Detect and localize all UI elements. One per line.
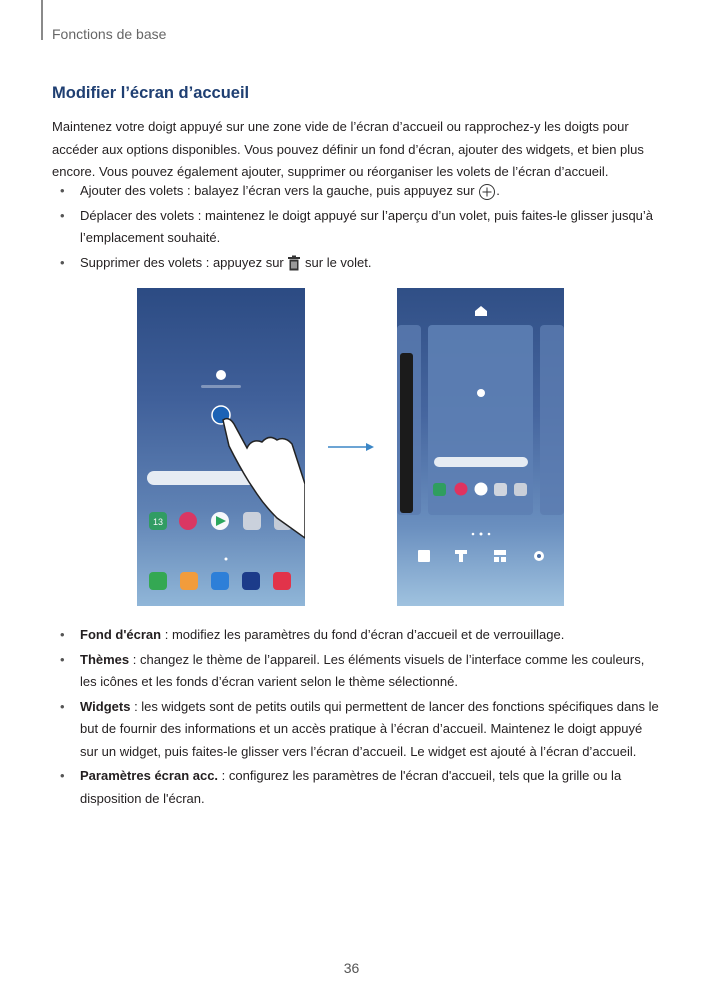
dock-icons xyxy=(149,572,291,590)
app-icon-row xyxy=(149,512,292,530)
home-icon xyxy=(475,306,487,316)
option-bullet-list xyxy=(52,624,662,812)
bullet-wallpaper: • Fond d'écran : modifiez les paramètres du fond d’écran d’accueil et de verrouillage. xyxy=(60,627,565,642)
running-header: Fonctions de base xyxy=(52,26,167,42)
bullet-themes: • Thèmes : changez le thème de l’appareil. Les éléments visuels de l’interface comme les couleurs, les icônes et les fonds d’écran varient selon le thème sélectionné. xyxy=(60,651,645,689)
arrow-right-icon xyxy=(328,442,376,452)
edit-menu-icons xyxy=(418,550,544,562)
header-rule xyxy=(41,0,43,40)
phone-home-screen-figure xyxy=(137,288,305,606)
trash-icon xyxy=(287,255,301,271)
cloud-upload-icon xyxy=(216,370,226,380)
bullet-add-panel: • Ajouter des volets : balayez l’écran vers la gauche, puis appuyez sur . xyxy=(52,180,662,203)
plus-circle-icon xyxy=(478,183,496,201)
intro-paragraph: Maintenez votre doigt appuyé sur une zone vide de l’écran d’accueil ou rapprochez-y les doigts pour accéder aux options disponibles. Vous pouvez définir un fond d’écran, ajouter des widgets, et bien plus encore. Vous pouvez également ajouter, supprimer ou réorganiser les volets de l’écran d’accueil. xyxy=(52,119,644,179)
home-screen-illustration xyxy=(137,288,305,606)
bullet-widgets: • Widgets : les widgets sont de petits outils qui permettent de lancer des fonctions spécifiques dans le but de fournir des informations et un accès pratique à l’écran d’accueil. Maintenez le doigt appuyé sur un widget, puis faites-le glisser vers l’écran d’accueil. Le widget est ajouté à l’écran d’accueil. xyxy=(60,698,659,759)
cloud-upload-icon xyxy=(477,389,485,397)
svg-text:13: 13 xyxy=(152,517,164,527)
bullet-delete-panel: • Supprimer des volets : appuyez sur sur le volet. xyxy=(60,254,372,270)
panel-bullet-list xyxy=(52,180,662,276)
section-title: Modifier l’écran d’accueil xyxy=(52,84,250,102)
bullet-move-panel: • Déplacer des volets : maintenez le doigt appuyé sur l’aperçu d’un volet, puis faites-le glisser jusqu’à l’emplacement souhaité. xyxy=(60,207,654,245)
bullet-home-settings: • Paramètres écran acc. : configurez les paramètres de l'écran d'accueil, tels que la grille ou la disposition de l'écran. xyxy=(60,768,622,806)
phone-edit-mode-figure xyxy=(397,288,564,606)
edit-mode-illustration xyxy=(397,288,564,606)
page-number: 36 xyxy=(343,960,360,976)
